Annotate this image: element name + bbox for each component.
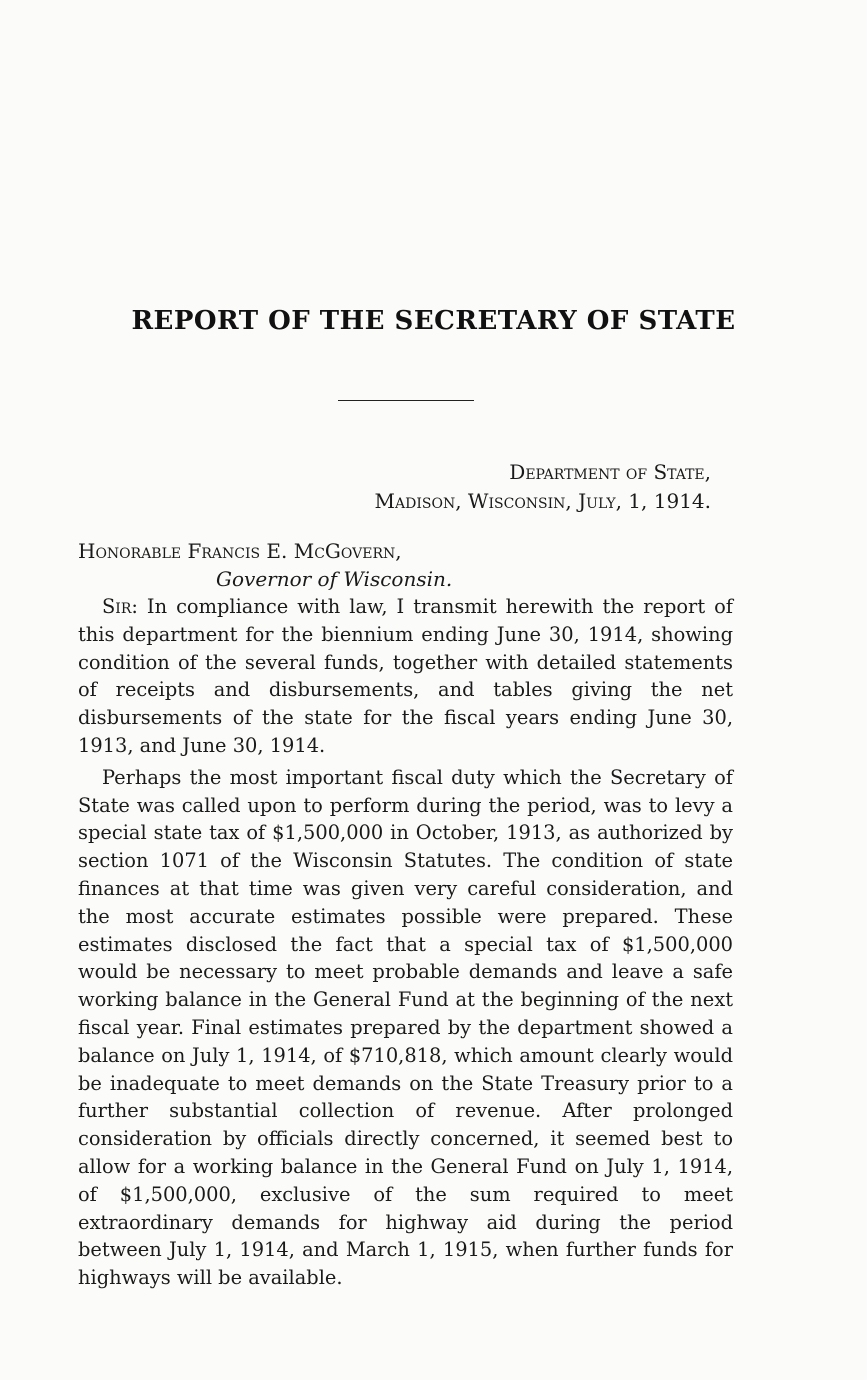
dateline-department: Department of State, (509, 460, 711, 484)
addressee-office: Governor of Wisconsin. (216, 567, 453, 591)
paragraph-2-text: Perhaps the most important fiscal duty which the Secretary of State was called upon to perform during the period, was to levy a special state tax of $1,500,000 in October, 1913, as authorized by section 1071 of the Wisconsin Statutes. The condition of state finances at that time was given very careful consideration, and the most accurate estimates possible were prepared. These estimates disclosed the fact that a special tax of $1,500,000 would be necessary to meet probable demands and leave a safe working balance in the General Fund at the beginning of the next fiscal year. Final estimates prepared by the department showed a balance on July 1, 1914, of $710,818, which amount clearly would be inadequate to meet demands on the State Treasury prior to a further substantial collection of revenue. After prolonged consideration by officials directly concerned, it seemed best to allow for a working balance in the General Fund on July 1, 1914, of $1,500,000, exclusive of the sum required to meet extraordinary demands for highway aid during the period between July 1, 1914, and March 1, 1915, when further funds for highways will be available. (78, 765, 733, 1290)
dateline-place-date: Madison, Wisconsin, July, 1, 1914. (374, 489, 711, 513)
report-title: REPORT OF THE SECRETARY OF STATE (131, 306, 736, 336)
paragraph-2 (78, 764, 733, 1292)
addressee-name: Honorable Francis E. McGovern, (78, 539, 402, 563)
paragraph-1 (78, 593, 733, 760)
salutation-sir: Sir: (102, 595, 138, 618)
paragraph-1-text: In compliance with law, I transmit herewith the report of this department for the biennium ending June 30, 1914, showing condition of the several funds, together with detailed statements of receipts and disbursements, and tables giving the net disbursements of the state for the fiscal years ending June 30, 1913, and June 30, 1914. (78, 595, 733, 757)
dateline (375, 458, 711, 516)
title-divider-rule (338, 400, 474, 401)
letter-body (78, 593, 733, 1296)
salutation (78, 537, 758, 593)
